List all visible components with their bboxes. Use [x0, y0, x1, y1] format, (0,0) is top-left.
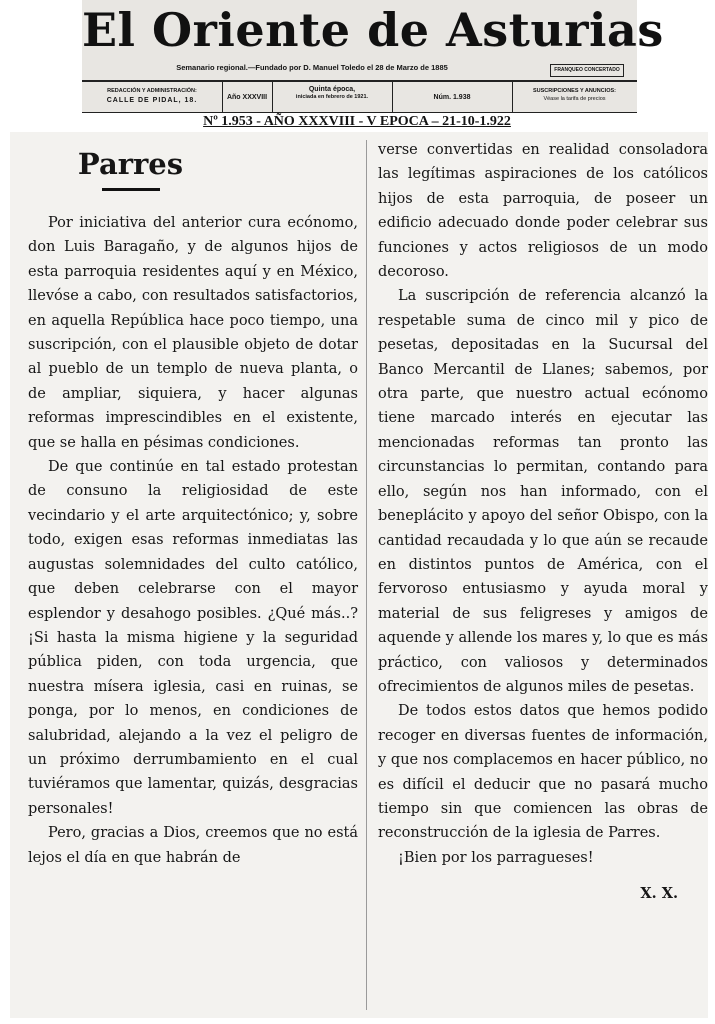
masthead-info-bar — [82, 80, 637, 113]
franqueo-stamp: FRANQUEO CONCERTADO — [550, 64, 624, 77]
year-cell — [222, 82, 273, 112]
epoca-line1: Quinta época, — [308, 86, 356, 93]
article-heading: Parres — [77, 147, 184, 181]
article-paragraph: ¡Bien por los parragueses! — [398, 849, 594, 866]
article-paragraph: De que continúe en tal estado protestan de consuno la religiosidad de este vecindario y el arte arquitectónico; y, sobre todo, exigen esas reformas inmediatas las augustas solemnidades del culto católico, que deben celebrarse con el mayor esplendor y desahogo posibles. ¿Qué más..? ¡Si hasta la misma higiene y la seguridad pública piden, con toda urgencia, que nuestra mísera iglesia, casi en ruinas, se ponga, por lo menos, en condiciones de salubridad, alejando a la vez el peligro de un próximo derrumbamiento en el cual tuviéramos que lamentar, quizás, desgracias personales! — [28, 459, 358, 817]
article-paragraph: Por iniciativa del anterior cura ecónomo, don Luis Baragaño, y de algunos hijos de esta parroquia residentes aquí y en México, llevóse a cabo, con resultados satisfactorios, en aquella República hace poco tiempo, una suscripción, con el plausible objeto de dotar al pueblo de un templo de nueva planta, o de ampliar, siquiera, y hacer algunas reformas imprescindibles en el existente, que se halla en pésimas condiciones. — [28, 215, 358, 451]
article-column-left — [28, 138, 358, 870]
suscripciones-cell — [512, 82, 637, 112]
suscripciones-note: Véase la tarifa de precios — [543, 96, 606, 102]
newspaper-subtitle: Semanario regional.—Fundado por D. Manuel Toledo el 28 de Marzo de 1885 — [176, 63, 448, 72]
article-paragraph: De todos estos datos que hemos podido recoger en diversas fuentes de información, y que nos complacemos en hacer público, no es difícil el deducir que no pasará mucho tiempo sin que comiencen las obras de reconstrucción de la iglesia de Parres. — [378, 703, 708, 842]
epoca-line2: iniciada en febrero de 1921. — [295, 94, 369, 100]
issue-line: Nº 1.953 - AÑO XXXVIII - V EPOCA – 21-10-1.922 — [203, 114, 511, 129]
masthead — [82, 0, 664, 112]
article-signature: X. X. — [640, 885, 678, 903]
heading-rule — [102, 188, 160, 191]
epoca-cell — [272, 82, 393, 112]
redaccion-address: CALLE DE PIDAL, 18. — [106, 97, 198, 104]
article-column-right — [378, 138, 708, 907]
article-paragraph: La suscripción de referencia alcanzó la respetable suma de cinco mil y pico de pesetas, depositadas en la Sucursal del Banco Mercantil de Llanes; sabemos, por otra parte, que nuestro actual ecónomo tiene marcado interés en ejecutar las mencionadas reformas tan pronto las circunstancias lo permitan, contando para ello, según nos han informado, con el beneplácito y apoyo del señor Obispo, con la cantidad recaudada y lo que aún se recaude en distintos puntos de América, con el fervoroso entusiasmo y ayuda moral y material de sus feligreses y amigos de aquende y allende los mares y, lo que es más práctico, con valiosos y determinados ofrecimientos de algunos miles de pesetas. — [378, 288, 708, 695]
newspaper-title: El Oriente de Asturias — [82, 3, 664, 57]
column-divider — [366, 140, 367, 1010]
numero-cell — [392, 82, 513, 112]
suscripciones-label: SUSCRIPCIONES Y ANUNCIOS: — [532, 88, 617, 94]
redaccion-cell — [82, 82, 223, 112]
article-paragraph: Pero, gracias a Dios, creemos que no está lejos el día en que habrán de — [28, 825, 358, 866]
article — [10, 132, 708, 1018]
numero-label: Núm. 1.938 — [433, 94, 471, 101]
year-label: Año XXXVIII — [226, 94, 268, 101]
article-paragraph: verse convertidas en realidad consoladora las legítimas aspiraciones de los católicos hijos de esta parroquia, de poseer un edificio adecuado donde poder celebrar sus funciones y actos religiosos de un modo decoroso. — [378, 142, 708, 281]
redaccion-label: REDACCIÓN Y ADMINISTRACIÓN: — [107, 88, 197, 94]
